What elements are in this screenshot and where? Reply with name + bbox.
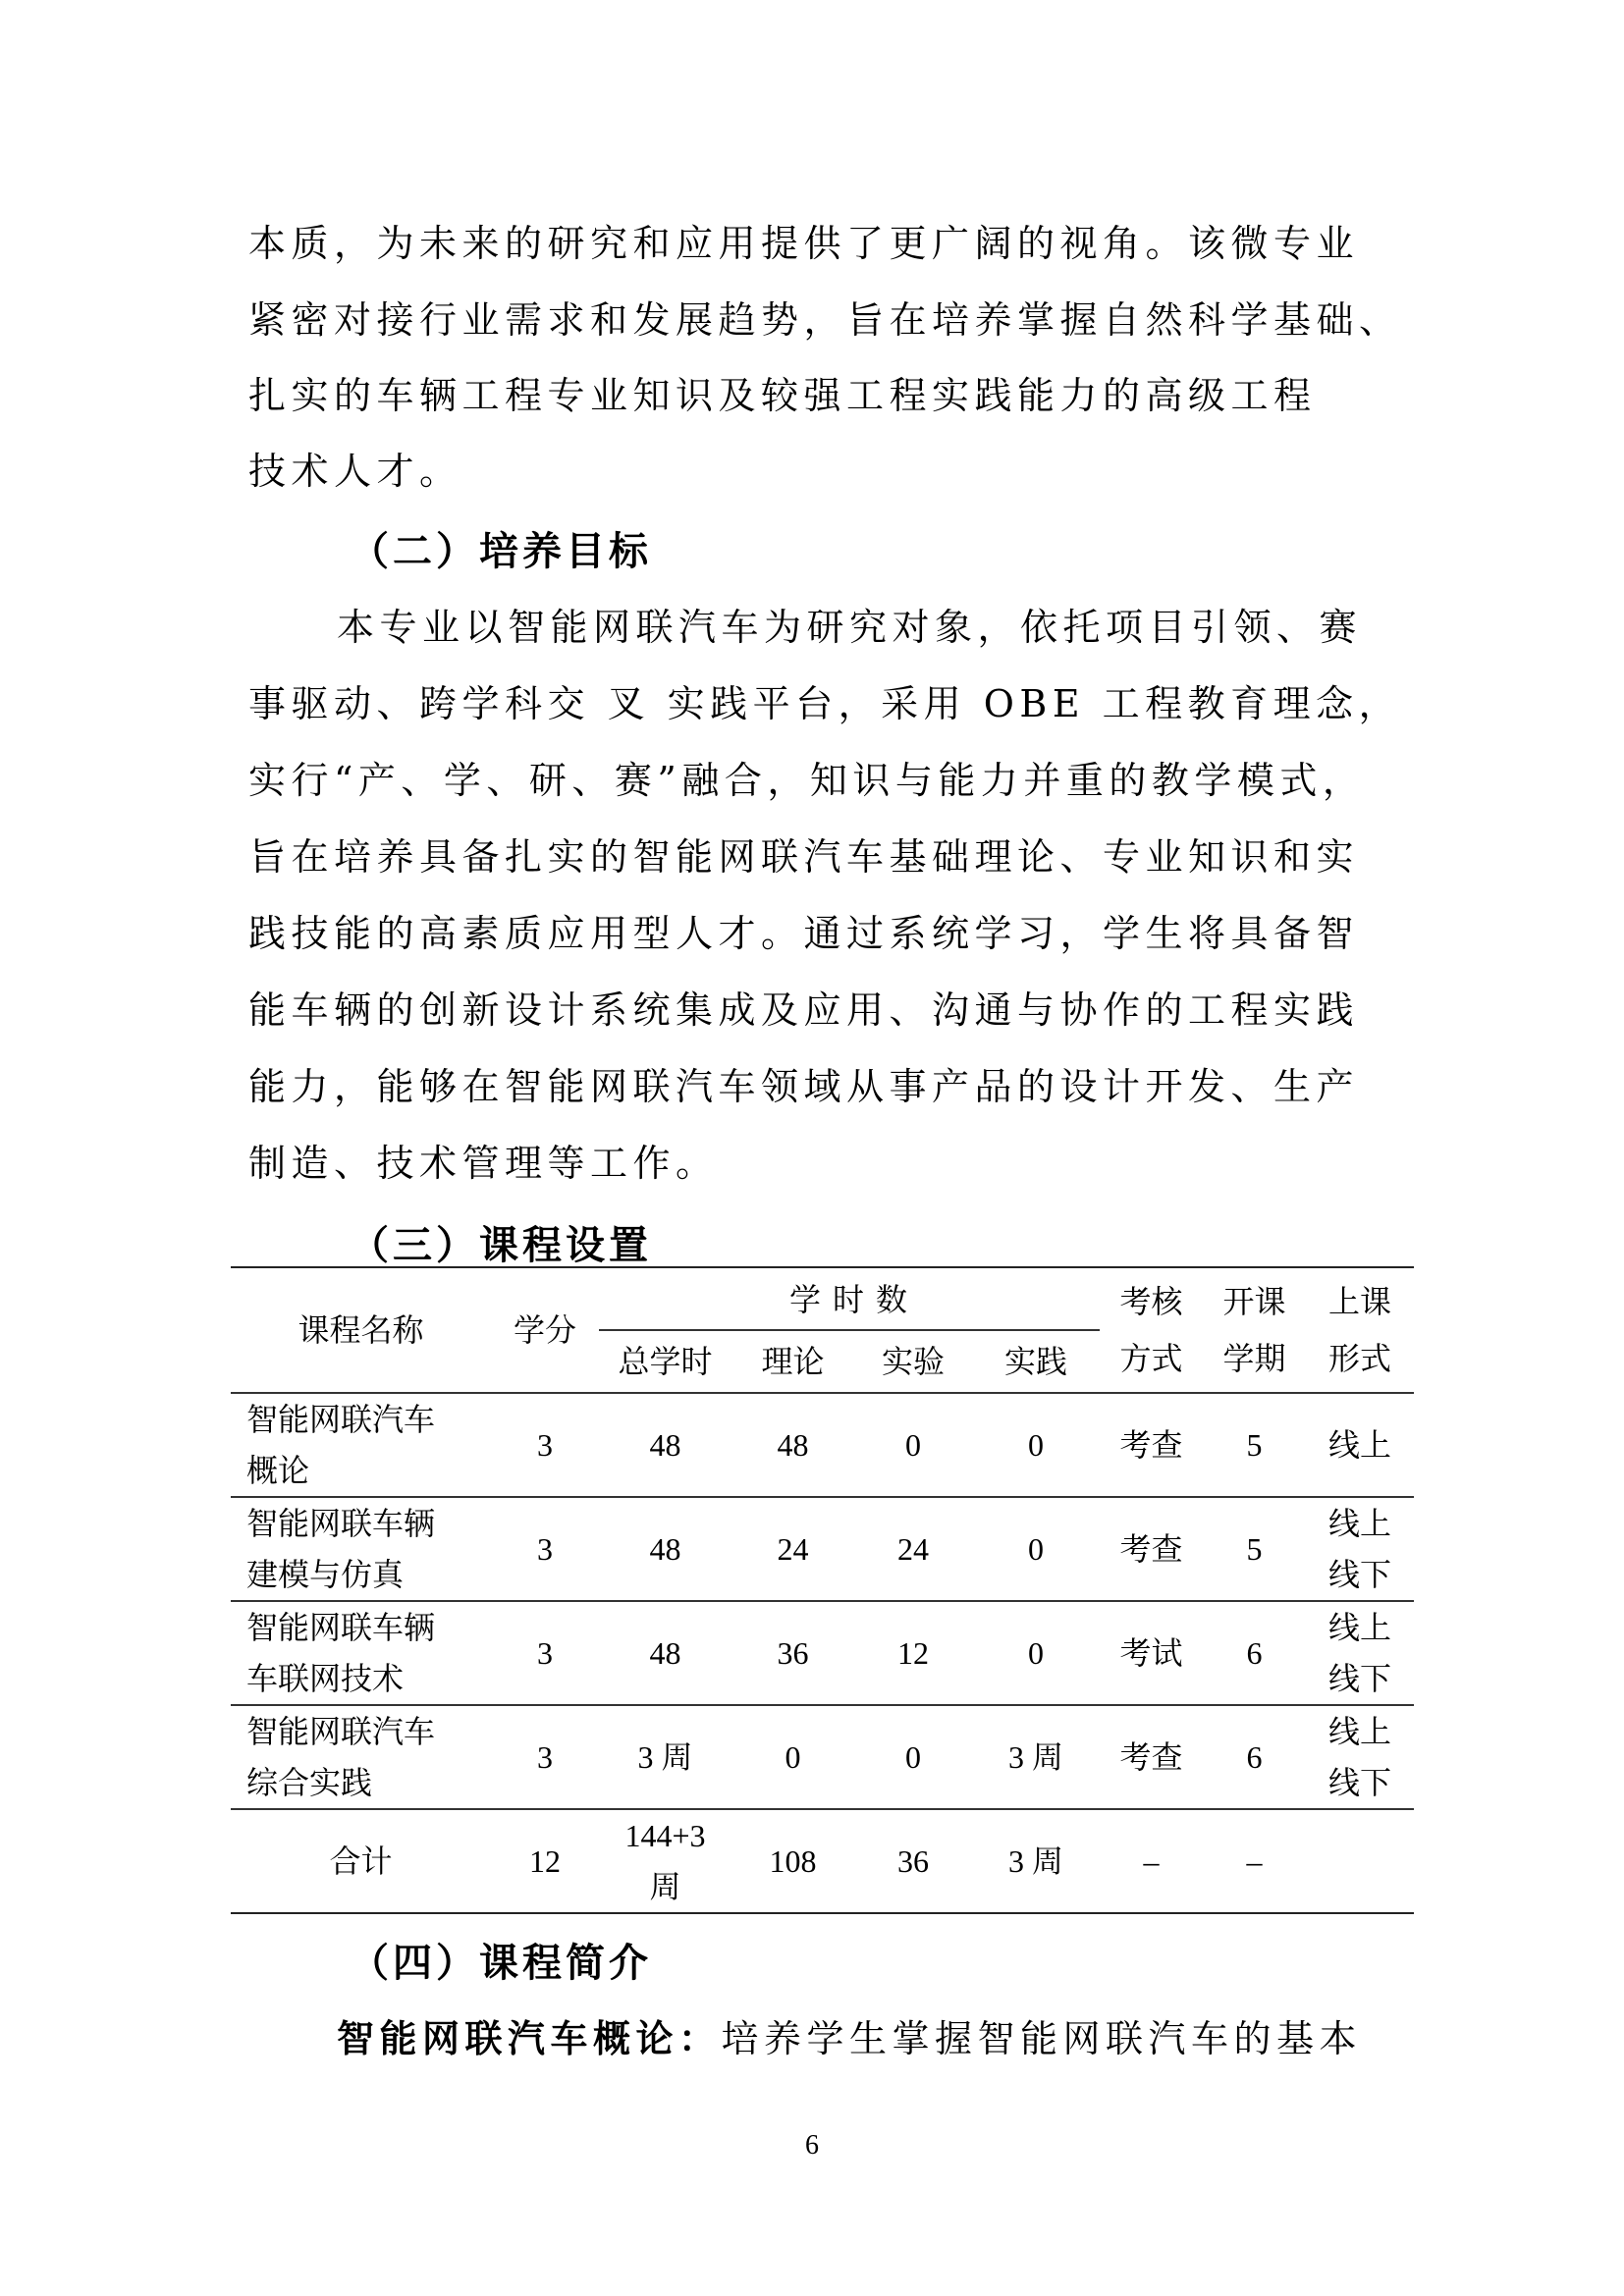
header-mode-line2: 形式 bbox=[1327, 1341, 1391, 1376]
course-name-line1: 智能网联车辆 bbox=[246, 1506, 436, 1541]
total-practice: 3 周 bbox=[972, 1809, 1100, 1913]
header-total-hours: 总学时 bbox=[599, 1330, 731, 1393]
text-line: 践技能的高素质应用型人才。通过系统学习，学生将具备智 bbox=[248, 912, 1360, 955]
course-intro-label: 智能网联汽车概论： bbox=[337, 2017, 722, 2060]
text-line: 事驱动、跨学科交 叉 实践平台，采用 OBE 工程教育理念， bbox=[248, 682, 1402, 725]
course-name-line2: 建模与仿真 bbox=[246, 1557, 405, 1592]
total-hours-cell: 3 周 bbox=[599, 1705, 731, 1809]
total-mode bbox=[1306, 1809, 1414, 1913]
header-assessment-line1: 考核 bbox=[1119, 1284, 1183, 1319]
course-name-line1: 智能网联车辆 bbox=[246, 1610, 436, 1645]
total-lab: 36 bbox=[854, 1809, 972, 1913]
theory-cell: 0 bbox=[731, 1705, 854, 1809]
table-row bbox=[231, 1497, 1414, 1601]
section-heading-objectives: （二）培养目标 bbox=[350, 529, 652, 574]
header-credits: 学分 bbox=[491, 1267, 599, 1393]
section-heading-curriculum: （三）课程设置 bbox=[350, 1223, 652, 1268]
mode-line1: 线上 bbox=[1327, 1714, 1391, 1749]
assessment-cell: 考查 bbox=[1100, 1705, 1203, 1809]
credits-cell: 3 bbox=[491, 1601, 599, 1705]
header-term-line2: 学期 bbox=[1222, 1341, 1286, 1376]
header-lab: 实验 bbox=[854, 1330, 972, 1393]
table-row bbox=[231, 1705, 1414, 1809]
header-assessment bbox=[1100, 1267, 1203, 1393]
header-term bbox=[1203, 1267, 1306, 1393]
lab-cell: 0 bbox=[854, 1705, 972, 1809]
assessment-cell: 考查 bbox=[1100, 1497, 1203, 1601]
header-hours-group: 学 时 数 bbox=[599, 1267, 1100, 1330]
credits-cell: 3 bbox=[491, 1393, 599, 1497]
term-cell: 5 bbox=[1203, 1497, 1306, 1601]
course-name bbox=[231, 1601, 491, 1705]
total-term: – bbox=[1203, 1809, 1306, 1913]
header-mode-line1: 上课 bbox=[1327, 1284, 1391, 1319]
course-intro-text: 培养学生掌握智能网联汽车的基本 bbox=[721, 2017, 1363, 2060]
text-line: 紧密对接行业需求和发展趋势，旨在培养掌握自然科学基础、 bbox=[248, 298, 1402, 342]
theory-cell: 24 bbox=[731, 1497, 854, 1601]
course-name bbox=[231, 1497, 491, 1601]
theory-cell: 36 bbox=[731, 1601, 854, 1705]
text-line: 实行“产、学、研、赛”融合，知识与能力并重的教学模式， bbox=[248, 759, 1366, 802]
total-label: 合计 bbox=[231, 1809, 491, 1913]
lab-cell: 24 bbox=[854, 1497, 972, 1601]
total-assessment: – bbox=[1100, 1809, 1203, 1913]
total-hours-cell: 48 bbox=[599, 1497, 731, 1601]
course-name bbox=[231, 1705, 491, 1809]
text-line: 本专业以智能网联汽车为研究对象，依托项目引领、赛 bbox=[337, 606, 1363, 649]
lab-cell: 0 bbox=[854, 1393, 972, 1497]
table-total-row bbox=[231, 1809, 1414, 1913]
course-name-line1: 智能网联汽车 bbox=[246, 1402, 436, 1437]
practice-cell: 0 bbox=[972, 1497, 1100, 1601]
term-cell: 6 bbox=[1203, 1705, 1306, 1809]
text-line: 本质，为未来的研究和应用提供了更广阔的视角。该微专业 bbox=[248, 222, 1360, 265]
total-hours-cell: 48 bbox=[599, 1393, 731, 1497]
table-row bbox=[231, 1601, 1414, 1705]
text-line: 技术人才。 bbox=[248, 450, 462, 493]
practice-cell: 0 bbox=[972, 1601, 1100, 1705]
mode-line2: 线下 bbox=[1327, 1557, 1391, 1592]
header-theory: 理论 bbox=[731, 1330, 854, 1393]
header-assessment-line2: 方式 bbox=[1119, 1341, 1183, 1376]
text-line: 制造、技术管理等工作。 bbox=[248, 1142, 719, 1185]
theory-cell: 48 bbox=[731, 1393, 854, 1497]
mode-cell bbox=[1306, 1601, 1414, 1705]
assessment-cell: 考试 bbox=[1100, 1601, 1203, 1705]
total-hours-line1: 144+3 bbox=[624, 1818, 706, 1853]
text-line: 旨在培养具备扎实的智能网联汽车基础理论、专业知识和实 bbox=[248, 835, 1360, 879]
credits-cell: 3 bbox=[491, 1705, 599, 1809]
term-cell: 6 bbox=[1203, 1601, 1306, 1705]
mode-cell bbox=[1306, 1497, 1414, 1601]
total-hours-cell: 48 bbox=[599, 1601, 731, 1705]
mode-line2: 线下 bbox=[1327, 1661, 1391, 1696]
course-name-line1: 智能网联汽车 bbox=[246, 1714, 436, 1749]
course-name-line2: 概论 bbox=[246, 1453, 310, 1488]
term-cell: 5 bbox=[1203, 1393, 1306, 1497]
header-term-line1: 开课 bbox=[1222, 1284, 1286, 1319]
header-mode bbox=[1306, 1267, 1414, 1393]
credits-cell: 3 bbox=[491, 1497, 599, 1601]
header-practice: 实践 bbox=[972, 1330, 1100, 1393]
course-name-line2: 车联网技术 bbox=[246, 1661, 405, 1696]
text-line: 扎实的车辆工程专业知识及较强工程实践能力的高级工程 bbox=[248, 374, 1317, 417]
mode-line1: 线上 bbox=[1327, 1506, 1391, 1541]
mode-cell bbox=[1306, 1393, 1414, 1497]
total-hours bbox=[599, 1809, 731, 1913]
mode-line1: 线上 bbox=[1327, 1427, 1391, 1463]
course-table bbox=[231, 1266, 1414, 1914]
course-name bbox=[231, 1393, 491, 1497]
course-name-line2: 综合实践 bbox=[246, 1765, 373, 1800]
total-hours-line2: 周 bbox=[649, 1869, 681, 1904]
mode-line2: 线下 bbox=[1327, 1765, 1391, 1800]
table-header-row bbox=[231, 1267, 1414, 1330]
mode-line1: 线上 bbox=[1327, 1610, 1391, 1645]
text-line: 能力，能够在智能网联汽车领域从事产品的设计开发、生产 bbox=[248, 1065, 1360, 1108]
course-intro-line bbox=[337, 2016, 1362, 2061]
header-course-name: 课程名称 bbox=[231, 1267, 491, 1393]
assessment-cell: 考查 bbox=[1100, 1393, 1203, 1497]
table-row bbox=[231, 1393, 1414, 1497]
practice-cell: 0 bbox=[972, 1393, 1100, 1497]
section-heading-course-intro: （四）课程简介 bbox=[350, 1941, 652, 1986]
practice-cell: 3 周 bbox=[972, 1705, 1100, 1809]
page-number: 6 bbox=[805, 2130, 819, 2161]
text-line: 能车辆的创新设计系统集成及应用、沟通与协作的工程实践 bbox=[248, 988, 1360, 1032]
lab-cell: 12 bbox=[854, 1601, 972, 1705]
total-theory: 108 bbox=[731, 1809, 854, 1913]
total-credits: 12 bbox=[491, 1809, 599, 1913]
mode-cell bbox=[1306, 1705, 1414, 1809]
